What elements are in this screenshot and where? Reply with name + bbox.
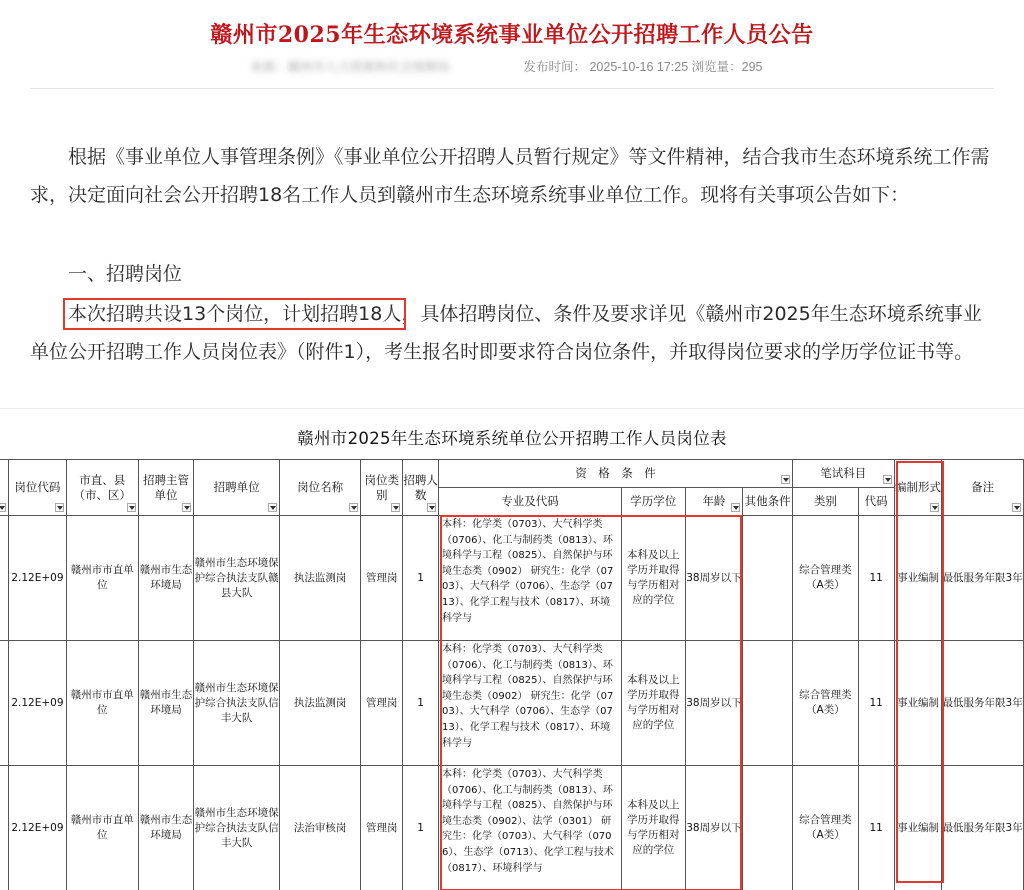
header-exam-type: 类别 [793, 488, 859, 516]
cell-count: 1 [403, 766, 439, 890]
cell-region: 赣州市市直单位 [66, 516, 138, 641]
article-title: 赣州市2025年生态环境系统事业单位公开招聘工作人员公告 [210, 22, 814, 48]
lead-cell [0, 766, 8, 890]
table-row [0, 516, 1024, 641]
cell-staff: 事业编制 [894, 641, 942, 766]
cell-code: 2.12E+09 [8, 766, 66, 890]
header-exam-code: 代码 [858, 488, 894, 516]
lead-cell [0, 641, 8, 766]
filter-icon[interactable] [349, 503, 358, 512]
filter-icon[interactable] [182, 503, 191, 512]
cell-note: 最低服务年限3年 [942, 766, 1024, 890]
cell-major: 本科：化学类（0703）、大气科学类（0706）、化工与制药类（0813）、环境科学与工程（0825）、自然保护与环境生态类（0902） 研究生：化学（0703）、大气科学（0706）、生态学（0713）、化学工程与技术（0817）、环境科学与 [439, 516, 622, 641]
header-dept: 招聘主管单位 [138, 460, 194, 516]
cell-other [743, 766, 793, 890]
cell-unit: 赣州市生态环境保护综合执法支队信丰大队 [194, 641, 280, 766]
filter-icon[interactable] [1012, 503, 1021, 512]
table-row [0, 641, 1024, 766]
filter-icon[interactable] [883, 475, 892, 484]
positions-table [0, 459, 1024, 890]
filter-icon[interactable] [427, 503, 436, 512]
header-region: 市直、县（市、区） [66, 460, 138, 516]
meta-published: 发布时间： 2025-10-16 17:25 浏览量：295 [523, 60, 763, 74]
cell-age: 38周岁以下 [685, 766, 743, 890]
cell-exam-code: 11 [858, 766, 894, 890]
cell-exam-code: 11 [858, 516, 894, 641]
cell-note: 最低服务年限3年 [942, 516, 1024, 641]
cell-dept: 赣州市生态环境局 [138, 641, 194, 766]
cell-region: 赣州市市直单位 [66, 766, 138, 890]
table-row [0, 766, 1024, 890]
filter-icon[interactable] [781, 475, 790, 484]
header-qualifications: 资 格 条 件 [439, 460, 793, 488]
cell-code: 2.12E+09 [8, 516, 66, 641]
cell-post-type: 管理岗 [361, 641, 403, 766]
cell-exam-type: 综合管理类（A类） [793, 641, 859, 766]
filter-icon[interactable] [930, 503, 939, 512]
cell-count: 1 [403, 641, 439, 766]
section-heading: 一、招聘岗位 [68, 263, 183, 285]
cell-post-name: 法治审核岗 [279, 766, 361, 890]
title-divider [30, 88, 994, 89]
cell-other [743, 641, 793, 766]
header-unit: 招聘单位 [194, 460, 280, 516]
highlighted-sentence: 本次招聘共设13个岗位，计划招聘18人 [68, 303, 402, 325]
cell-other [743, 516, 793, 641]
position-table-image [0, 408, 1024, 890]
header-count: 招聘人数 [403, 460, 439, 516]
header-post-name: 岗位名称 [279, 460, 361, 516]
cell-staff: 事业编制 [894, 516, 942, 641]
filter-icon[interactable] [391, 503, 400, 512]
cell-dept: 赣州市生态环境局 [138, 516, 194, 641]
header-lead [0, 460, 8, 516]
lead-cell [0, 516, 8, 641]
cell-unit: 赣州市生态环境保护综合执法支队赣县大队 [194, 516, 280, 641]
header-note: 备注 [942, 460, 1024, 516]
cell-degree: 本科及以上学历并取得与学历相对应的学位 [621, 516, 685, 641]
cell-note: 最低服务年限3年 [942, 641, 1024, 766]
cell-staff: 事业编制 [894, 766, 942, 890]
filter-icon[interactable] [731, 503, 740, 512]
filter-icon[interactable] [55, 503, 64, 512]
paragraph-positions [30, 295, 996, 371]
filter-icon[interactable] [0, 503, 6, 512]
header-code: 岗位代码 [8, 460, 66, 516]
paragraph-positions-rest: ，具体招聘岗位、条件及要求详见《赣州市2025年生态环境系统事业单位公开招聘工作人员岗位表》（附件1），考生报名时即要求符合岗位条件，并取得岗位要求的学历学位证书等。 [30, 303, 982, 363]
cell-age: 38周岁以下 [685, 641, 743, 766]
cell-post-name: 执法监测岗 [279, 516, 361, 641]
cell-exam-type: 综合管理类（A类） [793, 766, 859, 890]
cell-code: 2.12E+09 [8, 641, 66, 766]
cell-major: 本科：化学类（0703）、大气科学类（0706）、化工与制药类（0813）、环境科学与工程（0825）、自然保护与环境生态类（0902）、法学（0301） 研究生：化学（0703）、大气科学（0706）、生态学（0713）、化学工程与技术（0817）、环境科学与 [439, 766, 622, 890]
cell-age: 38周岁以下 [685, 516, 743, 641]
cell-dept: 赣州市生态环境局 [138, 766, 194, 890]
header-post-type: 岗位类别 [361, 460, 403, 516]
cell-count: 1 [403, 516, 439, 641]
cell-exam-code: 11 [858, 641, 894, 766]
paragraph-intro: 根据《事业单位人事管理条例》《事业单位公开招聘人员暂行规定》等文件精神，结合我市生态环境系统工作需求，决定面向社会公开招聘18名工作人员到赣州市生态环境系统事业单位工作。现将有关事项公告如下： [30, 146, 990, 206]
cell-degree: 本科及以上学历并取得与学历相对应的学位 [621, 766, 685, 890]
header-degree: 学历学位 [621, 488, 685, 516]
header-staff: 编制形式 [894, 460, 942, 516]
article-meta [250, 57, 810, 75]
header-other: 其他条件 [743, 488, 793, 516]
cell-post-name: 执法监测岗 [279, 641, 361, 766]
header-major: 专业及代码 [439, 488, 622, 516]
cell-exam-type: 综合管理类（A类） [793, 516, 859, 641]
cell-post-type: 管理岗 [361, 516, 403, 641]
header-exam: 笔试科目 [793, 460, 895, 488]
table-title: 赣州市2025年生态环境系统单位公开招聘工作人员岗位表 [297, 429, 727, 448]
cell-post-type: 管理岗 [361, 766, 403, 890]
cell-region: 赣州市市直单位 [66, 641, 138, 766]
filter-icon[interactable] [127, 503, 136, 512]
cell-degree: 本科及以上学历并取得与学历相对应的学位 [621, 641, 685, 766]
meta-source-blurred: 来源：赣州市人力资源和社会保障局 [250, 60, 451, 74]
header-age: 年龄 [685, 488, 743, 516]
filter-icon[interactable] [268, 503, 277, 512]
table-grid [0, 459, 1024, 890]
cell-unit: 赣州市生态环境保护综合执法支队信丰大队 [194, 766, 280, 890]
cell-major: 本科：化学类（0703）、大气科学类（0706）、化工与制药类（0813）、环境科学与工程（0825）、自然保护与环境生态类（0902） 研究生：化学（0703）、大气科学（0706）、生态学（0713）、化学工程与技术（0817）、环境科学与 [439, 641, 622, 766]
